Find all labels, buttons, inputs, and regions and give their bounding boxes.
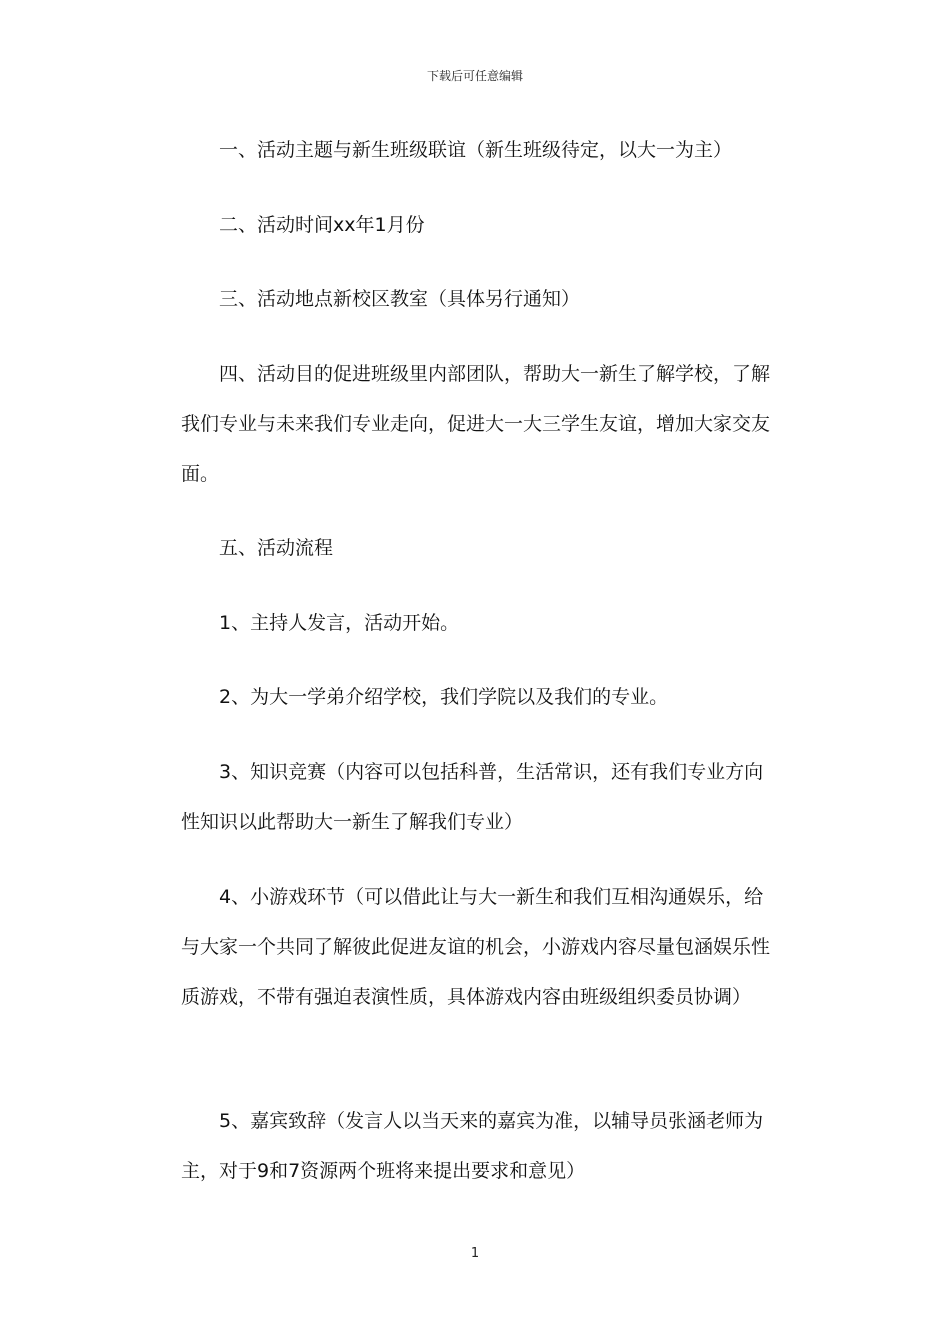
section-location: 三、活动地点新校区教室（具体另行通知） xyxy=(219,288,581,310)
section-purpose: 四、活动目的促进班级里内部团队，帮助大一新生了解学校，了解我们专业与未来我们专业走向，促进大一大三学生友谊，增加大家交友面。 xyxy=(181,363,771,485)
page-number: 1 xyxy=(470,1246,480,1261)
section-process-heading: 五、活动流程 xyxy=(219,537,334,559)
process-step-1: 1、主持人发言，活动开始。 xyxy=(219,612,460,634)
section-theme: 一、活动主题与新生班级联谊（新生班级待定，以大一为主） xyxy=(219,139,733,161)
process-step-4: 4、小游戏环节（可以借此让与大一新生和我们互相沟通娱乐，给与大家一个共同了解彼此促进友谊的机会，小游戏内容尽量包涵娱乐性质游戏，不带有强迫表演性质，具体游戏内容由班级组织委员协调） xyxy=(181,886,771,1008)
section-time: 二、活动时间xx年1月份 xyxy=(219,214,425,236)
page-header: 下载后可任意编辑 xyxy=(426,69,523,83)
process-step-5: 5、嘉宾致辞（发言人以当天来的嘉宾为准，以辅导员张涵老师为主，对于9和7资源两个班将来提出要求和意见） xyxy=(181,1110,764,1182)
process-step-3: 3、知识竞赛（内容可以包括科普，生活常识，还有我们专业方向性知识以此帮助大一新生了解我们专业） xyxy=(181,761,764,833)
process-step-2: 2、为大一学弟介绍学校，我们学院以及我们的专业。 xyxy=(219,686,669,708)
